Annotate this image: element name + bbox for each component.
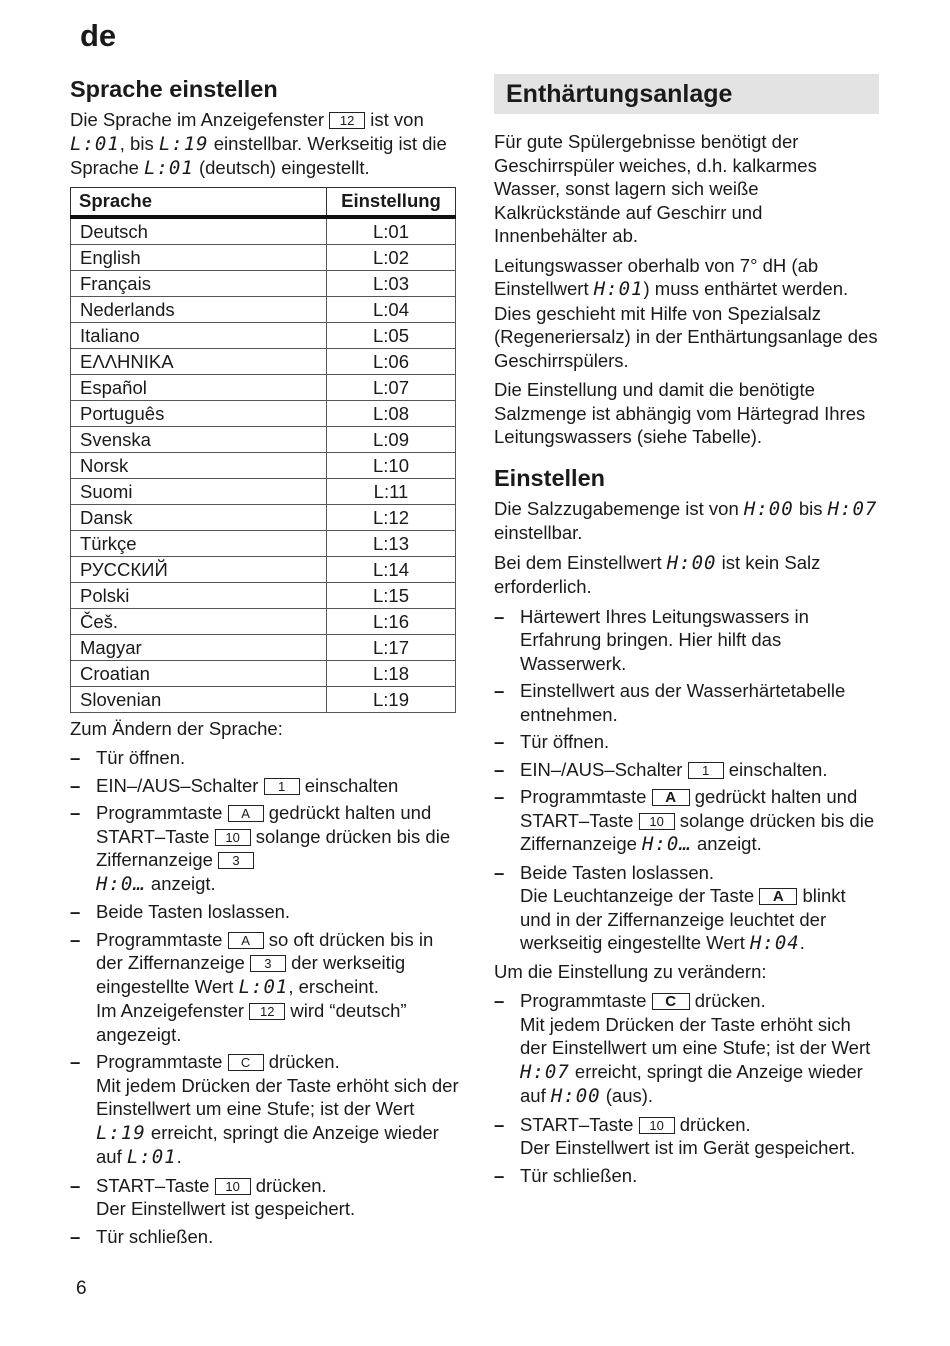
list-item: – EIN–/AUS–Schalter 1 einschalten. xyxy=(494,758,879,782)
language-code: L:15 xyxy=(327,582,456,608)
language-code: L:08 xyxy=(327,400,456,426)
lcd-value: L:01 xyxy=(126,1146,177,1168)
lcd-value: L:01 xyxy=(144,157,194,179)
language-code: L:13 xyxy=(327,530,456,556)
language-name: Norsk xyxy=(71,452,327,478)
display-window-key: 12 xyxy=(249,1003,285,1020)
change-setting-steps xyxy=(494,989,879,1187)
right-column xyxy=(494,74,879,1191)
list-item: – Beide Tasten loslassen. Die Leuchtanzeige der Taste A blinkt und in der Ziffernanzeige leuchtet der werkseitig eingestellte Wert H:04. xyxy=(494,861,879,956)
language-code: L:19 xyxy=(327,686,456,712)
list-item: – Programmtaste C drücken. Mit jedem Drücken der Taste erhöht sich der Einstellwert um eine Stufe; ist der Wert H:07 erreicht, springt die Anzeige wieder auf H:00 (aus). xyxy=(494,989,879,1109)
list-item: – Einstellwert aus der Wasserhärtetabelle entnehmen. xyxy=(494,679,879,726)
lcd-value: H:0… xyxy=(96,872,146,895)
power-switch-key: 1 xyxy=(688,762,724,779)
no-salt-paragraph: Bei dem Einstellwert H:00 ist kein Salz erforderlich. xyxy=(494,551,821,597)
language-section-title: Sprache einstellen xyxy=(70,76,278,102)
language-code: L:01 xyxy=(327,217,456,245)
language-name: Français xyxy=(71,270,327,296)
table-row xyxy=(71,296,456,322)
column-header-setting: Einstellung xyxy=(327,187,456,217)
language-code: L:06 xyxy=(327,348,456,374)
language-intro: Die Sprache im Anzeigefenster 12 ist von L:01, bis L:19 einstellbar. Werkseitig ist die Sprache L:01 (deutsch) eingestellt. xyxy=(70,109,447,179)
table-row xyxy=(71,244,456,270)
table-row xyxy=(71,217,456,245)
language-name: ΕΛΛΗΝΙΚΑ xyxy=(71,348,327,374)
list-item: – Tür öffnen. xyxy=(494,730,879,754)
table-row xyxy=(71,634,456,660)
program-key-a: A xyxy=(228,805,264,822)
softener-paragraph-3: Die Einstellung und damit die benötigte Salzmenge ist abhängig vom Härtegrad Ihres Leitungswassers (siehe Tabelle). xyxy=(494,379,866,447)
table-row xyxy=(71,374,456,400)
language-name: Suomi xyxy=(71,478,327,504)
power-switch-key: 1 xyxy=(264,778,300,795)
salt-range-paragraph: Die Salzzugabemenge ist von H:00 bis H:07 einstellbar. xyxy=(494,497,878,543)
lcd-value: H:07 xyxy=(827,497,878,520)
language-table xyxy=(70,187,456,713)
page-number: 6 xyxy=(76,1278,87,1299)
language-name: РУССКИЙ xyxy=(71,556,327,582)
language-code: L:17 xyxy=(327,634,456,660)
list-item: – Programmtaste A gedrückt halten und START–Taste 10 solange drücken bis die Ziffernanzeige 3 H:0… anzeigt. xyxy=(70,801,460,896)
list-item: – Tür schließen. xyxy=(70,1225,460,1249)
list-item: – START–Taste 10 drücken. Der Einstellwert ist im Gerät gespeichert. xyxy=(494,1113,879,1160)
language-name: Español xyxy=(71,374,327,400)
lcd-value: L:19 xyxy=(158,132,209,155)
language-code: L:12 xyxy=(327,504,456,530)
language-code: L:04 xyxy=(327,296,456,322)
language-name: Deutsch xyxy=(71,217,327,245)
program-key-c: C xyxy=(228,1054,264,1071)
language-name: Dansk xyxy=(71,504,327,530)
list-item: – Beide Tasten loslassen. xyxy=(70,900,460,924)
language-name: Češ. xyxy=(71,608,327,634)
language-code: L:03 xyxy=(327,270,456,296)
language-code: L:16 xyxy=(327,608,456,634)
lcd-value: L:01 xyxy=(238,975,289,998)
lcd-value: H:0… xyxy=(642,833,692,855)
table-row xyxy=(71,478,456,504)
language-name: Magyar xyxy=(71,634,327,660)
display-window-key: 12 xyxy=(329,112,365,129)
language-name: Polski xyxy=(71,582,327,608)
settings-subtitle: Einstellen xyxy=(494,464,606,491)
start-key: 10 xyxy=(215,1178,251,1195)
table-row xyxy=(71,582,456,608)
list-item: – Tür öffnen. xyxy=(70,746,460,770)
table-row xyxy=(71,530,456,556)
list-item: – Programmtaste A so oft drücken bis in der Ziffernanzeige 3 der werkseitig eingestellte Wert L:01, erscheint. Im Anzeigefenster 12 wird “deutsch” angezeigt. xyxy=(70,928,460,1047)
list-item: – Tür schließen. xyxy=(494,1164,879,1188)
left-column xyxy=(70,74,460,1252)
softener-paragraph-1: Für gute Spülergebnisse benötigt der Geschirrspüler weiches, d.h. kalkarmes Wasser, sonst lagern sich weiße Kalkrückstände auf Geschirr und Innenbehälter ab. xyxy=(494,131,817,246)
softener-section-banner: Enthärtungsanlage xyxy=(494,74,879,114)
language-code: L:09 xyxy=(327,426,456,452)
language-name: Português xyxy=(71,400,327,426)
softener-paragraph-2: Leitungswasser oberhalb von 7° dH (ab Einstellwert H:01) muss enthärtet werden. Dies geschieht mit Hilfe von Spezialsalz (Regeneriersalz) in der Enthärtungsanlage des Geschirrspülers. xyxy=(494,254,878,371)
softener-steps xyxy=(494,605,879,956)
language-code: L:14 xyxy=(327,556,456,582)
list-item: – EIN–/AUS–Schalter 1 einschalten xyxy=(70,774,460,798)
language-code: L:18 xyxy=(327,660,456,686)
language-name: Croatian xyxy=(71,660,327,686)
table-row xyxy=(71,452,456,478)
language-code: L:11 xyxy=(327,478,456,504)
digit-display-key: 3 xyxy=(218,852,254,869)
table-row xyxy=(71,348,456,374)
table-row xyxy=(71,686,456,712)
lcd-value: H:00 xyxy=(666,551,717,574)
language-name: Nederlands xyxy=(71,296,327,322)
list-item: – Programmtaste C drücken. Mit jedem Drücken der Taste erhöht sich der Einstellwert um eine Stufe; ist der Wert L:19 erreicht, springt die Anzeige wieder auf L:01. xyxy=(70,1050,460,1170)
language-name: Slovenian xyxy=(71,686,327,712)
table-row xyxy=(71,504,456,530)
language-name: Italiano xyxy=(71,322,327,348)
lcd-value: H:00 xyxy=(743,497,794,520)
start-key: 10 xyxy=(215,829,251,846)
language-tag: de xyxy=(80,18,117,53)
lcd-value: H:01 xyxy=(593,278,644,300)
language-code: L:02 xyxy=(327,244,456,270)
table-row xyxy=(71,660,456,686)
program-key-a: A xyxy=(759,888,797,905)
program-key-c: C xyxy=(652,993,690,1010)
language-name: Türkçe xyxy=(71,530,327,556)
list-item: – START–Taste 10 drücken. Der Einstellwert ist gespeichert. xyxy=(70,1174,460,1221)
language-name: English xyxy=(71,244,327,270)
table-header-row xyxy=(71,187,456,217)
digit-display-key: 3 xyxy=(250,955,286,972)
lcd-value: H:00 xyxy=(550,1085,601,1107)
program-key-a: A xyxy=(228,932,264,949)
language-name: Svenska xyxy=(71,426,327,452)
start-key: 10 xyxy=(639,1117,675,1134)
lcd-value: H:07 xyxy=(520,1060,570,1083)
table-row xyxy=(71,400,456,426)
program-key-a: A xyxy=(652,789,690,806)
table-row xyxy=(71,426,456,452)
table-row xyxy=(71,556,456,582)
change-setting-label: Um die Einstellung zu verändern: xyxy=(494,960,767,982)
lcd-value: L:19 xyxy=(96,1121,146,1144)
lcd-value: L:01 xyxy=(70,132,120,155)
list-item: – Härtewert Ihres Leitungswassers in Erfahrung bringen. Hier hilft das Wasserwerk. xyxy=(494,605,879,676)
change-language-label: Zum Ändern der Sprache: xyxy=(70,717,283,739)
language-code: L:07 xyxy=(327,374,456,400)
table-row xyxy=(71,322,456,348)
lcd-value: H:04 xyxy=(749,932,800,954)
language-code: L:05 xyxy=(327,322,456,348)
language-steps xyxy=(70,746,460,1248)
language-code: L:10 xyxy=(327,452,456,478)
table-row xyxy=(71,608,456,634)
start-key: 10 xyxy=(639,813,675,830)
list-item: – Programmtaste A gedrückt halten und START–Taste 10 solange drücken bis die Ziffernanzeige H:0… anzeigt. xyxy=(494,785,879,857)
column-header-language: Sprache xyxy=(71,187,327,217)
table-row xyxy=(71,270,456,296)
